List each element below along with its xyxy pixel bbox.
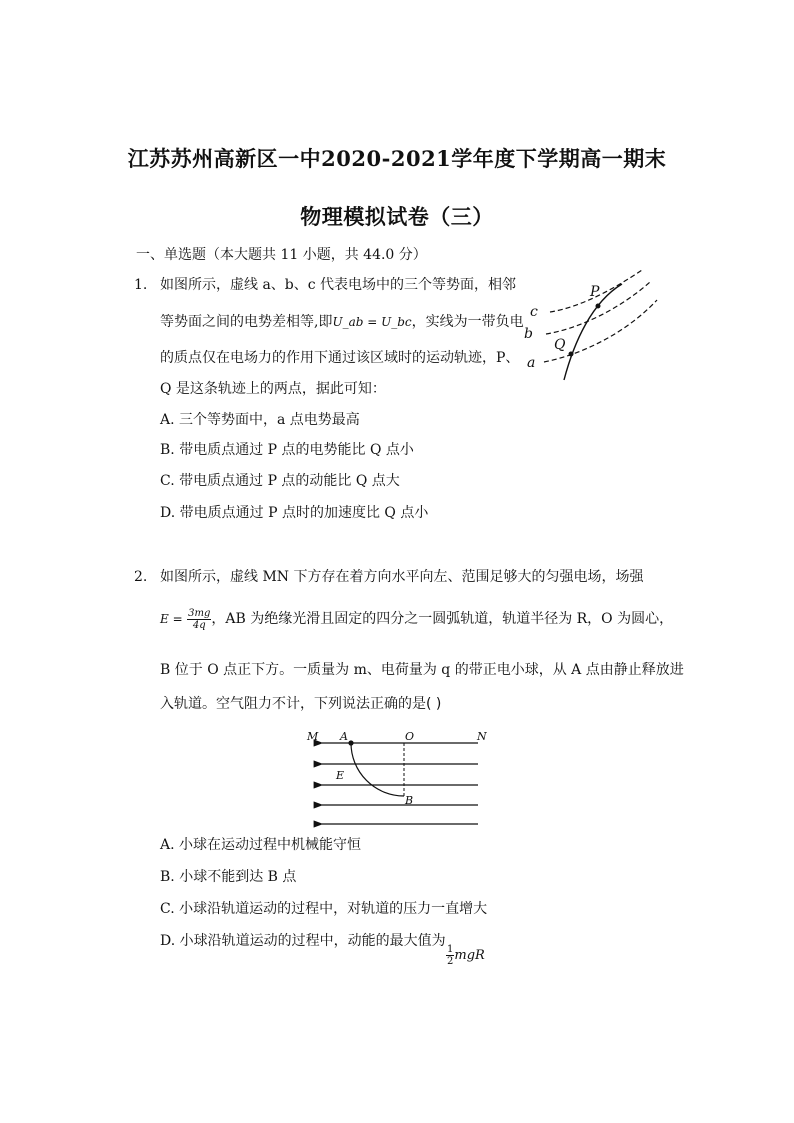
- q2-frac-num: 3mg: [188, 607, 211, 619]
- label-a: a: [527, 355, 536, 371]
- point-q: [569, 352, 574, 357]
- q1-equipotential-figure: [522, 262, 662, 382]
- label-e: E: [336, 769, 345, 782]
- q2-field-figure: [300, 727, 500, 832]
- q1-option-b: B. 带电质点通过 P 点的电势能比 Q 点小: [160, 442, 414, 458]
- label-b: b: [524, 326, 533, 342]
- q2-field-symbol: E =: [160, 612, 183, 626]
- label-b-point: B: [405, 794, 414, 807]
- q2-field-fraction: [187, 608, 211, 631]
- q2-answer-blank: ( ): [426, 696, 442, 712]
- q2-option-b: B. 小球不能到达 B 点: [160, 869, 297, 885]
- q2-stem-line2: [160, 602, 673, 636]
- ball-at-a: [348, 740, 353, 745]
- section-heading: 一、单选题（本大题共 11 小题，共 44.0 分）: [136, 247, 427, 263]
- q1-option-d: D. 带电质点通过 P 点时的加速度比 Q 点小: [160, 505, 429, 521]
- arc-track-ab: [351, 743, 404, 796]
- q1-stem-line1: 如图所示，虚线 a、b、c 代表电场中的三个等势面，相邻: [160, 277, 517, 293]
- exam-title-line2: 物理模拟试卷（三）: [300, 204, 494, 229]
- q1-potential-equation: U_ab = U_bc: [332, 315, 412, 329]
- label-n: N: [477, 730, 487, 743]
- label-p: P: [590, 284, 600, 300]
- label-m: M: [307, 730, 319, 743]
- q2-option-a: A. 小球在运动过程中机械能守恒: [160, 837, 362, 853]
- q2-optd-den: 2: [447, 956, 454, 967]
- q2-option-d: D. 小球沿轨道运动的过程中，动能的最大值为: [160, 933, 446, 949]
- q2-stem-line4: [160, 694, 441, 714]
- label-q: Q: [554, 337, 566, 353]
- point-p: [596, 304, 601, 309]
- q2-optd-num: 1: [447, 944, 454, 955]
- q1-line2-tail: ，实线为一带负电: [411, 314, 524, 330]
- q2-optd-tail: mgR: [454, 948, 485, 963]
- q2-option-c: C. 小球沿轨道运动的过程中，对轨道的压力一直增大: [160, 901, 488, 917]
- label-c: c: [530, 304, 538, 320]
- q2-option-d-value: [446, 944, 485, 967]
- q1-line2-text: 等势面之间的电势差相等,即: [160, 314, 333, 330]
- q2-line4-text: 入轨道。空气阻力不计，下列说法正确的是: [160, 696, 426, 712]
- q1-stem-line3: 的质点仅在电场力的作用下通过该区域时的运动轨迹，P、: [160, 350, 520, 366]
- q1-stem-line4: Q 是这条轨迹上的两点，据此可知：: [160, 381, 386, 397]
- label-o: O: [405, 730, 415, 743]
- q1-option-c: C. 带电质点通过 P 点的动能比 Q 点大: [160, 473, 400, 489]
- q2-line2-text: ，AB 为绝缘光滑且固定的四分之一圆弧轨道，轨道半径为 R，O 为圆心，: [211, 611, 674, 627]
- q1-number: 1.: [134, 277, 148, 293]
- q2-stem-line3: B 位于 O 点正下方。一质量为 m、电荷量为 q 的带正电小球，从 A 点由静止释放进: [160, 662, 684, 678]
- label-a-point: A: [340, 730, 348, 743]
- q1-stem-line2: [160, 312, 524, 332]
- q1-option-a: A. 三个等势面中，a 点电势最高: [160, 412, 360, 428]
- exam-title-line1: 江苏苏州高新区一中2020-2021学年度下学期高一期末: [127, 146, 667, 171]
- q2-frac-den: 4q: [192, 619, 206, 631]
- q2-stem-line1: 如图所示，虚线 MN 下方存在着方向水平向左、范围足够大的匀强电场，场强: [160, 569, 644, 585]
- q2-number: 2.: [134, 569, 148, 585]
